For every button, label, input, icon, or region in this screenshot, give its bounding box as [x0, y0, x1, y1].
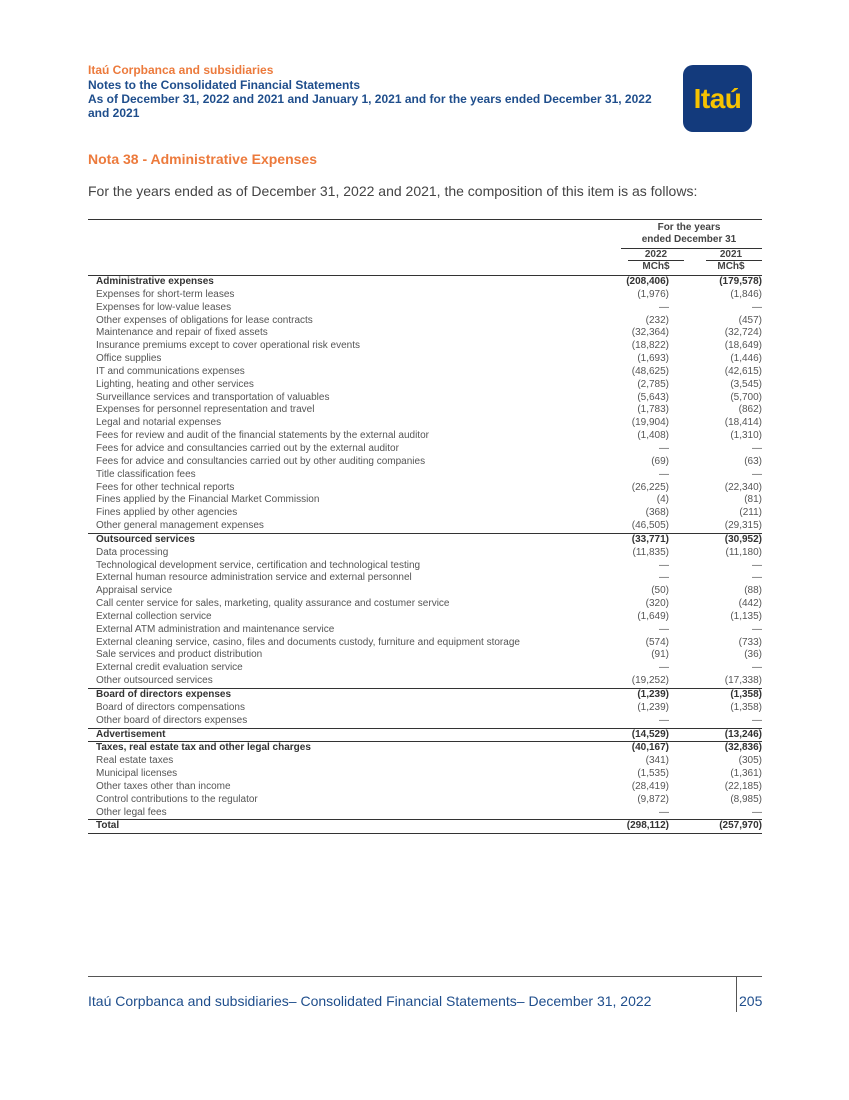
footer-text: Itaú Corpbanca and subsidiaries– Consolidated Financial Statements– December 31, 2022	[88, 993, 652, 1009]
value-2021: (29,315)	[724, 520, 762, 532]
value-2022: (320)	[645, 598, 669, 610]
value-2021: —	[752, 468, 762, 480]
value-2021: (18,414)	[724, 417, 762, 429]
unit-2022-header: MCh$	[642, 261, 670, 272]
value-2022: (40,167)	[631, 742, 669, 754]
expenses-table	[88, 219, 762, 834]
table-row	[88, 637, 762, 650]
value-2021: (1,135)	[730, 610, 762, 622]
row-label: Surveillance services and transportation of valuables	[96, 391, 330, 403]
row-label: Expenses for short-term leases	[96, 288, 235, 300]
row-label: Taxes, real estate tax and other legal charges	[96, 742, 311, 754]
table-body	[88, 275, 762, 834]
value-2021: (3,545)	[730, 378, 762, 390]
value-2021: (733)	[738, 636, 762, 648]
value-2021: (8,985)	[730, 793, 762, 805]
value-2022: (1,239)	[637, 701, 669, 713]
value-2021: (305)	[738, 755, 762, 767]
row-label: Title classification fees	[96, 468, 196, 480]
value-2022: (46,505)	[631, 520, 669, 532]
value-2021: (32,836)	[724, 742, 762, 754]
row-label: Administrative expenses	[96, 276, 214, 287]
row-label: Board of directors compensations	[96, 701, 245, 713]
value-2021: (257,970)	[719, 820, 762, 832]
footer-divider	[88, 976, 762, 977]
row-label: Fees for advice and consultancies carried out by the external auditor	[96, 442, 399, 454]
value-2022: (208,406)	[626, 276, 669, 287]
row-label: External credit evaluation service	[96, 662, 243, 674]
row-label: Maintenance and repair of fixed assets	[96, 327, 268, 339]
row-label: Legal and notarial expenses	[96, 417, 222, 429]
section-title: Nota 38 - Administrative Expenses	[88, 151, 318, 167]
table-section-row	[88, 688, 762, 702]
table-row	[88, 469, 762, 482]
header-notes-title: Notes to the Consolidated Financial Statements	[88, 78, 361, 92]
group-header-line2: ended December 31	[641, 234, 737, 245]
table-row	[88, 482, 762, 495]
value-2021: (17,338)	[724, 675, 762, 687]
value-2021: (42,615)	[724, 365, 762, 377]
year-2022-header: 2022	[644, 249, 668, 260]
value-2021: (1,846)	[730, 288, 762, 300]
table-row	[88, 649, 762, 662]
value-2022: —	[659, 442, 669, 454]
table-row	[88, 560, 762, 573]
value-2021: (18,649)	[724, 340, 762, 352]
value-2021: (22,185)	[724, 780, 762, 792]
row-label: Other outsourced services	[96, 675, 213, 687]
value-2021: (1,358)	[730, 689, 762, 700]
value-2022: (298,112)	[626, 820, 669, 832]
value-2021: (11,180)	[725, 546, 762, 558]
table-row	[88, 547, 762, 560]
unit-2021-header: MCh$	[717, 261, 745, 272]
table-section-row	[88, 741, 762, 755]
table-row	[88, 289, 762, 302]
value-2022: (14,529)	[631, 728, 669, 740]
table-row	[88, 456, 762, 469]
row-label: Other expenses of obligations for lease contracts	[96, 314, 313, 326]
table-row	[88, 404, 762, 417]
table-row	[88, 624, 762, 637]
table-row	[88, 611, 762, 624]
table-row	[88, 443, 762, 456]
row-label: Call center service for sales, marketing, quality assurance and costumer service	[96, 598, 450, 610]
value-2022: (1,239)	[637, 689, 669, 700]
row-label: Fines applied by other agencies	[96, 507, 238, 519]
table-row	[88, 807, 762, 820]
value-2021: (13,246)	[724, 728, 762, 740]
value-2022: (9,872)	[637, 793, 669, 805]
value-2021: (1,310)	[730, 430, 762, 442]
value-2021: —	[752, 559, 762, 571]
footer-page-divider	[736, 976, 737, 1012]
value-2021: (179,578)	[719, 276, 762, 287]
value-2022: —	[659, 559, 669, 571]
header-period-line: As of December 31, 2022 and 2021 and January 1, 2021 and for the years ended December 31, 2022	[88, 92, 652, 106]
table-row	[88, 430, 762, 443]
row-label: Expenses for personnel representation and travel	[96, 404, 315, 416]
value-2021: (457)	[738, 314, 762, 326]
value-2022: (18,822)	[631, 340, 669, 352]
row-label: Data processing	[96, 546, 169, 558]
value-2022: —	[659, 662, 669, 674]
year-2021-header: 2021	[719, 249, 743, 260]
value-2021: (1,358)	[730, 701, 762, 713]
table-row	[88, 520, 762, 533]
value-2021: (5,700)	[730, 391, 762, 403]
value-2022: (341)	[645, 755, 669, 767]
value-2022: (11,835)	[632, 546, 669, 558]
table-row	[88, 417, 762, 430]
value-2021: —	[752, 623, 762, 635]
value-2022: —	[659, 301, 669, 313]
value-2022: (1,649)	[637, 610, 669, 622]
value-2021: —	[752, 662, 762, 674]
row-label: Fees for other technical reports	[96, 481, 235, 493]
row-label: Board of directors expenses	[96, 689, 232, 700]
row-label: External cleaning service, casino, files and documents custody, furniture and equipment storage	[96, 636, 520, 648]
value-2022: (5,643)	[637, 391, 669, 403]
value-2021: (32,724)	[724, 327, 762, 339]
row-label: External ATM administration and maintenance service	[96, 623, 335, 635]
value-2021: —	[752, 806, 762, 818]
row-label: Expenses for low-value leases	[96, 301, 232, 313]
row-label: Outsourced services	[96, 533, 195, 545]
table-row	[88, 675, 762, 688]
row-label: Appraisal service	[96, 585, 173, 597]
row-label: Sale services and product distribution	[96, 649, 263, 661]
value-2022: (48,625)	[631, 365, 669, 377]
table-row	[88, 507, 762, 520]
row-label: Advertisement	[96, 728, 166, 740]
column-group-header	[616, 222, 762, 246]
page-number: 205	[739, 993, 763, 1009]
table-row	[88, 702, 762, 715]
itau-logo	[683, 65, 752, 132]
row-label: Lighting, heating and other services	[96, 378, 254, 390]
table-row	[88, 392, 762, 405]
row-label: Insurance premiums except to cover operational risk events	[96, 340, 361, 352]
value-2022: (28,419)	[631, 780, 669, 792]
row-label: External human resource administration service and external personnel	[96, 572, 412, 584]
value-2022: (232)	[645, 314, 669, 326]
value-2022: (19,252)	[631, 675, 669, 687]
value-2021: (862)	[738, 404, 762, 416]
value-2021: (30,952)	[724, 533, 762, 545]
value-2021: (442)	[738, 598, 762, 610]
intro-paragraph: For the years ended as of December 31, 2022 and 2021, the composition of this item is as follows:	[88, 183, 698, 199]
table-row	[88, 366, 762, 379]
row-label: Control contributions to the regulator	[96, 793, 258, 805]
row-label: Fines applied by the Financial Market Commission	[96, 494, 320, 506]
value-2022: (1,408)	[637, 430, 669, 442]
table-row	[88, 755, 762, 768]
row-label: IT and communications expenses	[96, 365, 245, 377]
row-label: Other board of directors expenses	[96, 714, 248, 726]
table-row	[88, 494, 762, 507]
row-label: Municipal licenses	[96, 768, 178, 780]
value-2022: (1,976)	[637, 288, 669, 300]
table-section-row	[88, 728, 762, 742]
value-2022: (1,535)	[637, 768, 669, 780]
table-row	[88, 302, 762, 315]
value-2022: (32,364)	[631, 327, 669, 339]
table-row	[88, 353, 762, 366]
row-label: External collection service	[96, 610, 212, 622]
value-2022: (1,783)	[637, 404, 669, 416]
group-header-line1: For the years	[657, 222, 721, 233]
row-label: Real estate taxes	[96, 755, 174, 767]
value-2022: —	[659, 714, 669, 726]
table-section-row	[88, 275, 762, 289]
value-2022: —	[659, 572, 669, 584]
row-label: Other general management expenses	[96, 520, 264, 532]
value-2021: —	[752, 301, 762, 313]
value-2021: —	[752, 442, 762, 454]
table-section-row	[88, 533, 762, 547]
value-2021: (211)	[739, 507, 762, 519]
table-header	[88, 220, 762, 275]
table-row	[88, 379, 762, 392]
value-2021: (22,340)	[724, 481, 762, 493]
table-row	[88, 715, 762, 728]
row-label: Technological development service, certification and technological testing	[96, 559, 421, 571]
table-row	[88, 768, 762, 781]
logo-text: Itaú	[693, 82, 742, 114]
value-2022: (4)	[656, 494, 669, 506]
row-label: Office supplies	[96, 353, 162, 365]
value-2022: (1,693)	[637, 353, 669, 365]
value-2022: —	[659, 623, 669, 635]
value-2021: (81)	[744, 494, 762, 506]
value-2022: —	[659, 806, 669, 818]
value-2022: (2,785)	[637, 378, 669, 390]
value-2022: (33,771)	[631, 533, 669, 545]
table-row	[88, 794, 762, 807]
row-label: Total	[96, 820, 120, 832]
value-2022: —	[659, 468, 669, 480]
value-2022: (69)	[651, 455, 669, 467]
value-2022: (26,225)	[631, 481, 669, 493]
value-2021: —	[752, 714, 762, 726]
value-2021: (1,446)	[730, 353, 762, 365]
table-row	[88, 327, 762, 340]
table-row	[88, 662, 762, 675]
row-label: Fees for review and audit of the financial statements by the external auditor	[96, 430, 429, 442]
value-2022: (19,904)	[631, 417, 669, 429]
table-row	[88, 315, 762, 328]
value-2021: —	[752, 572, 762, 584]
table-row	[88, 572, 762, 585]
table-row	[88, 781, 762, 794]
value-2021: (1,361)	[730, 768, 762, 780]
value-2021: (63)	[744, 455, 762, 467]
row-label: Other taxes other than income	[96, 780, 231, 792]
table-row	[88, 585, 762, 598]
value-2021: (88)	[744, 585, 762, 597]
header-period-line-2: and 2021	[88, 106, 140, 120]
row-label: Fees for advice and consultancies carried out by other auditing companies	[96, 455, 426, 467]
company-name: Itaú Corpbanca and subsidiaries	[88, 63, 274, 77]
value-2022: (50)	[651, 585, 669, 597]
table-row	[88, 340, 762, 353]
value-2021: (36)	[744, 649, 762, 661]
table-total-row	[88, 819, 762, 834]
value-2022: (91)	[651, 649, 669, 661]
value-2022: (368)	[645, 507, 669, 519]
table-row	[88, 598, 762, 611]
row-label: Other legal fees	[96, 806, 167, 818]
value-2022: (574)	[645, 636, 669, 648]
